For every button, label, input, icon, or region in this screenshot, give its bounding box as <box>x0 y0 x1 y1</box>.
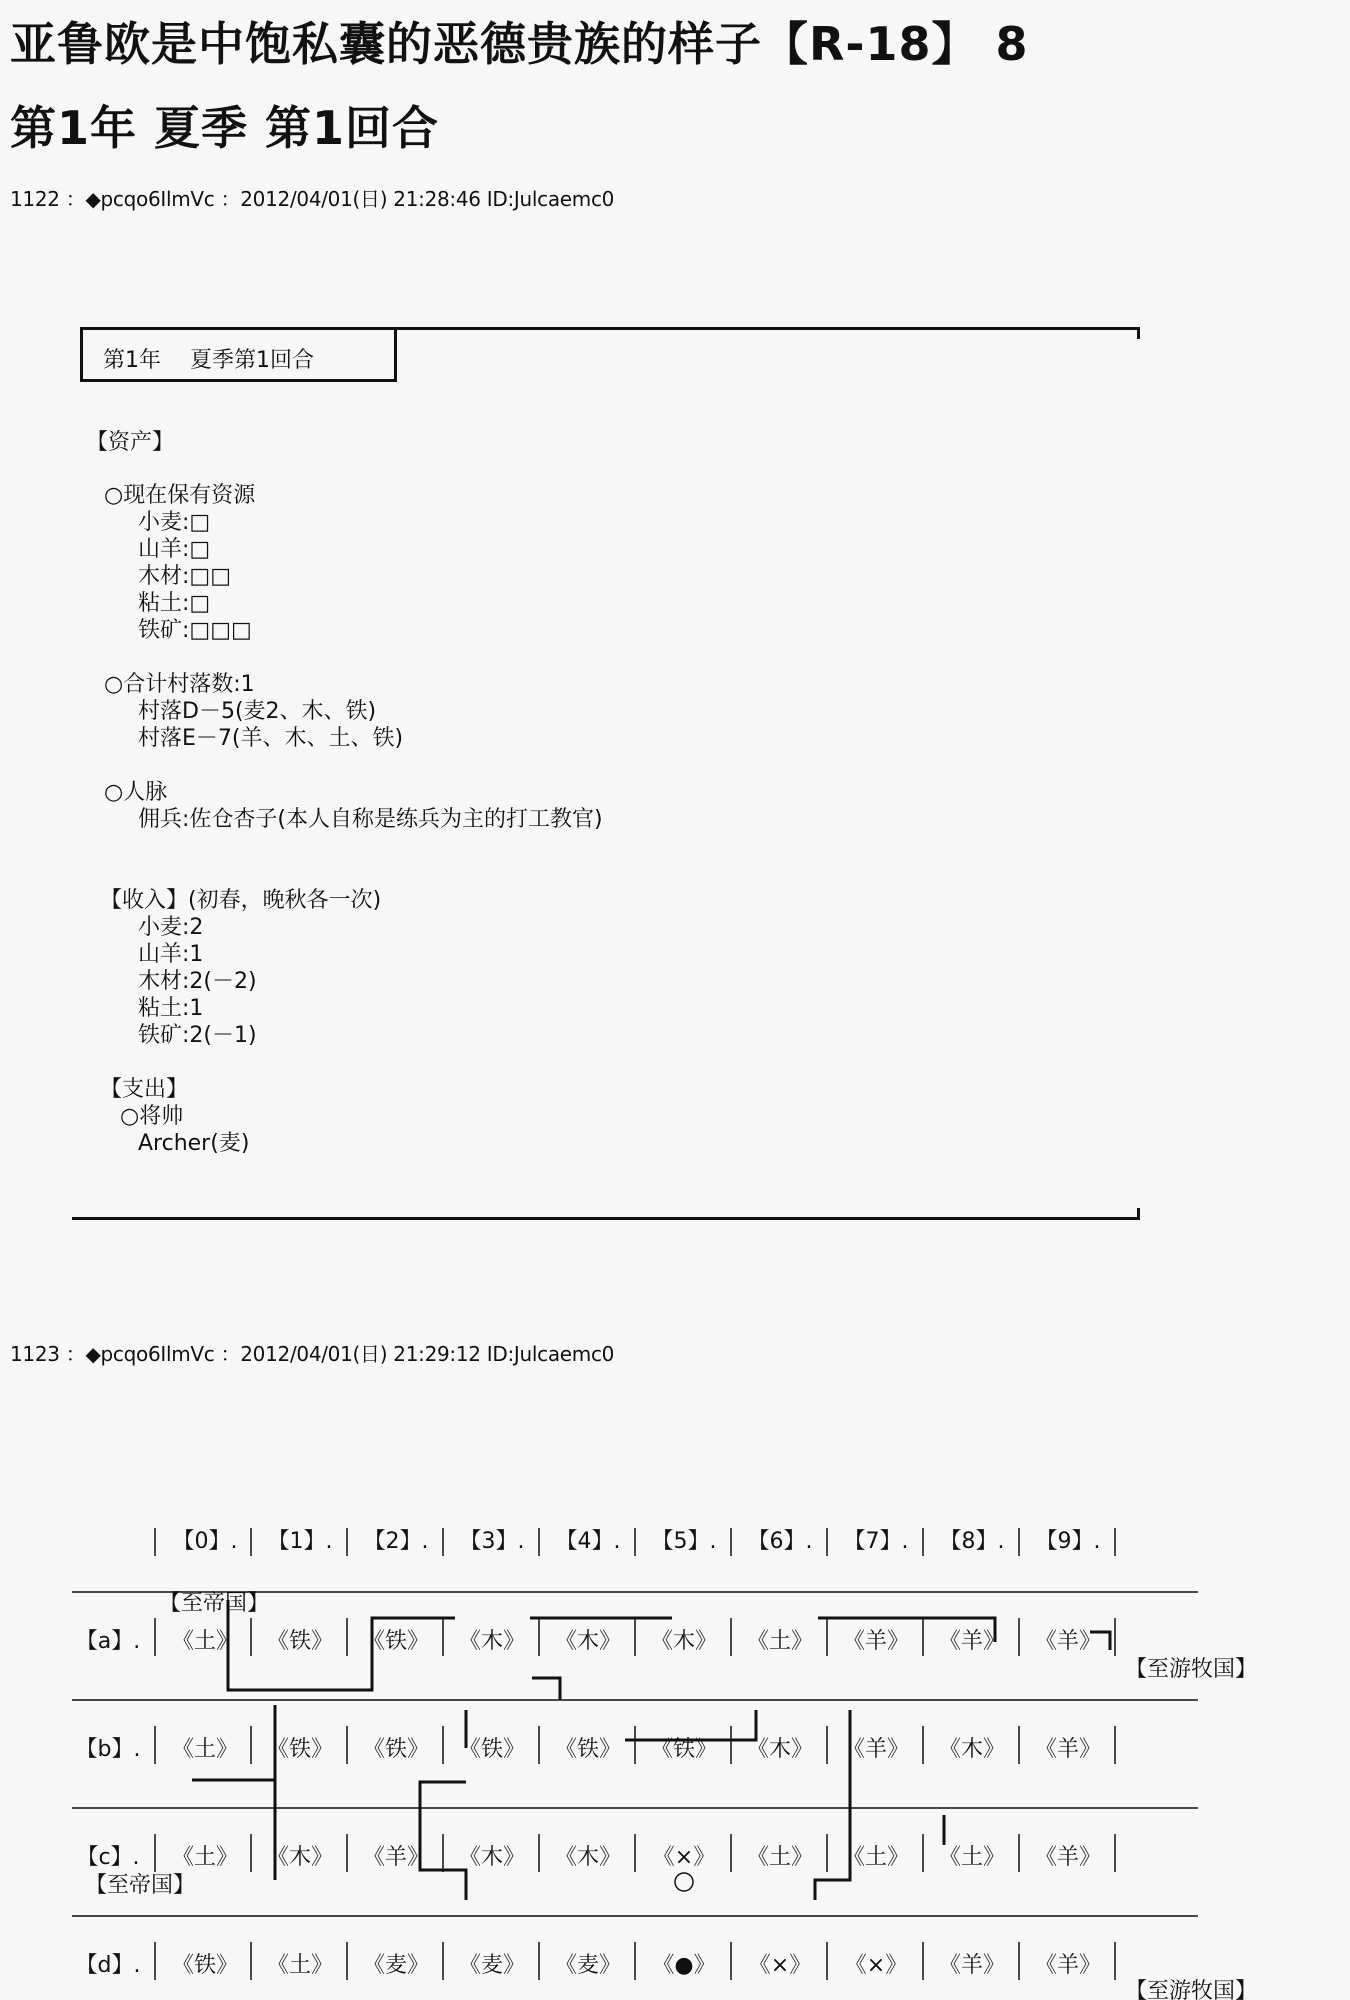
map-cell: 《土》 <box>746 1629 814 1654</box>
expense-sub: ○将帅 <box>120 1104 184 1129</box>
column-label: 【8】. <box>939 1529 1005 1554</box>
row-label: 【a】. <box>75 1629 141 1654</box>
map-cell: 《土》 <box>171 1845 239 1870</box>
map-cell: 《土》 <box>938 1845 1006 1870</box>
map-cell: 《羊》 <box>1034 1737 1102 1762</box>
map-cell: 《羊》 <box>842 1737 910 1762</box>
box-label: 第1年 夏季第1回合 <box>103 348 314 373</box>
map-cell: 《铁》 <box>650 1737 718 1762</box>
edge-label-empire: 【至帝国】 <box>158 1591 270 1616</box>
map-cell: 《土》 <box>746 1845 814 1870</box>
map-cell: 《铁》 <box>266 1629 334 1654</box>
expense-item: Archer(麦) <box>138 1131 250 1156</box>
map-cell: 《木》 <box>554 1845 622 1870</box>
map-cell: 《土》 <box>171 1737 239 1762</box>
map-cell: 《羊》 <box>938 1629 1006 1654</box>
resources-header: ○现在保有资源 <box>104 483 256 508</box>
column-label: 【0】. <box>172 1529 238 1554</box>
resource-item: 小麦:□ <box>138 510 211 535</box>
page-title: 亚鲁欧是中饱私囊的恶德贵族的样子【R-18】 8 <box>10 17 1029 71</box>
map-cell: 《木》 <box>458 1845 526 1870</box>
assets-header: 【资产】 <box>86 430 175 455</box>
map-cell: 《×》 <box>844 1953 908 1978</box>
map-cell: 《铁》 <box>362 1629 430 1654</box>
income-header: 【收入】(初春，晚秋各一次) <box>100 888 382 913</box>
map-cell: 《铁》 <box>266 1737 334 1762</box>
column-label: 【3】. <box>459 1529 525 1554</box>
map-cell: 《麦》 <box>362 1953 430 1978</box>
territory-border <box>625 1710 756 1740</box>
box-bottom-right-tick <box>1137 1208 1140 1220</box>
income-item: 山羊:1 <box>138 942 204 967</box>
map-cell: 《铁》 <box>362 1737 430 1762</box>
map-circle-marker <box>675 1873 693 1891</box>
chapter-title: 第1年 夏季 第1回合 <box>10 101 440 155</box>
map-cell: 《×》 <box>748 1953 812 1978</box>
map-cell: 《羊》 <box>938 1953 1006 1978</box>
map-cell: 《木》 <box>938 1737 1006 1762</box>
edge-label-nomad: 【至游牧国】 <box>1125 1657 1258 1682</box>
column-label: 【7】. <box>843 1529 909 1554</box>
map-cell: 《麦》 <box>554 1953 622 1978</box>
map-cell: 《土》 <box>266 1953 334 1978</box>
edge-label-empire: 【至帝国】 <box>84 1873 196 1898</box>
column-label: 【9】. <box>1035 1529 1101 1554</box>
map-cell: 《×》 <box>652 1845 716 1870</box>
network-header: ○人脉 <box>104 780 168 805</box>
box-right-tick <box>1137 327 1140 339</box>
column-label: 【6】. <box>747 1529 813 1554</box>
map-cell: 《土》 <box>842 1845 910 1870</box>
territory-border <box>532 1678 560 1700</box>
villages-header: ○合计村落数:1 <box>104 672 255 697</box>
resource-map <box>0 1500 1350 2000</box>
village-item: 村落E－7(羊、木、土、铁) <box>138 726 404 751</box>
map-cell: 《铁》 <box>554 1737 622 1762</box>
map-cell: 《麦》 <box>458 1953 526 1978</box>
resource-item: 铁矿:□□□ <box>138 618 252 643</box>
map-cell: 《羊》 <box>1034 1629 1102 1654</box>
village-item: 村落D－5(麦2、木、铁) <box>138 699 377 724</box>
row-label: 【c】. <box>76 1845 140 1870</box>
box-top-rule <box>80 327 1140 330</box>
box-label-bottom <box>80 379 397 382</box>
map-cell: 《羊》 <box>842 1629 910 1654</box>
expense-header: 【支出】 <box>100 1077 189 1102</box>
income-item: 小麦:2 <box>138 915 204 940</box>
map-cell: 《土》 <box>171 1629 239 1654</box>
map-cell: 《羊》 <box>362 1845 430 1870</box>
map-cell: 《●》 <box>652 1953 716 1978</box>
map-cell: 《羊》 <box>1034 1845 1102 1870</box>
map-cell: 《木》 <box>458 1629 526 1654</box>
income-item: 粘土:1 <box>138 996 204 1021</box>
resource-item: 粘土:□ <box>138 591 211 616</box>
map-cell: 《羊》 <box>1034 1953 1102 1978</box>
resource-item: 木材:□□ <box>138 564 231 589</box>
box-label-right <box>394 327 397 382</box>
map-cell: 《木》 <box>554 1629 622 1654</box>
row-label: 【d】. <box>75 1953 141 1978</box>
map-cell: 《木》 <box>746 1737 814 1762</box>
income-item: 木材:2(－2) <box>138 969 257 994</box>
post-header-1122: 1122 ：◆pcqo6IlmVc ：2012/04/01(日) 21:28:46 ID:Julcaemc0 <box>10 187 615 211</box>
map-cell: 《铁》 <box>171 1953 239 1978</box>
resource-item: 山羊:□ <box>138 537 211 562</box>
edge-label-nomad: 【至游牧国】 <box>1125 1979 1258 2000</box>
network-item: 佣兵:佐仓杏子(本人自称是练兵为主的打工教官) <box>138 807 603 832</box>
column-label: 【1】. <box>267 1529 333 1554</box>
column-label: 【4】. <box>555 1529 621 1554</box>
column-label: 【2】. <box>363 1529 429 1554</box>
box-left-tick <box>80 327 83 382</box>
column-label: 【5】. <box>651 1529 717 1554</box>
map-cell: 《木》 <box>266 1845 334 1870</box>
row-label: 【b】. <box>75 1737 141 1762</box>
income-item: 铁矿:2(－1) <box>138 1023 257 1048</box>
box-bottom-rule <box>72 1217 1140 1220</box>
map-cell: 《铁》 <box>458 1737 526 1762</box>
post-header-1123: 1123 ：◆pcqo6IlmVc ：2012/04/01(日) 21:29:12 ID:Julcaemc0 <box>10 1342 615 1366</box>
map-cell: 《木》 <box>650 1629 718 1654</box>
